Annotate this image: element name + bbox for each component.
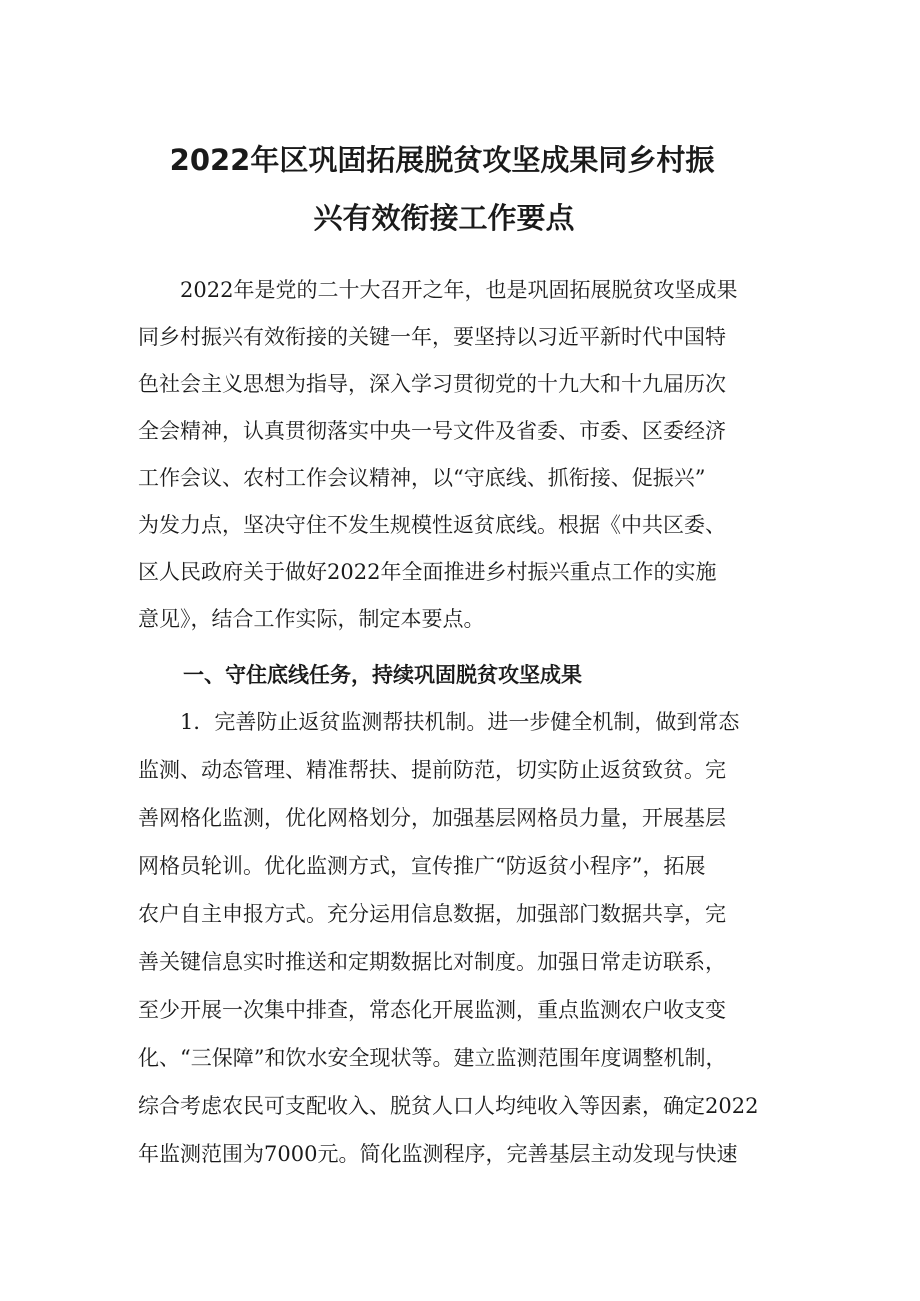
section-line: 网格员轮训。优化监测方式，宣传推广“防返贫小程序”，拓展 bbox=[138, 854, 706, 878]
section-line: 年监测范围为7000元。简化监测程序，完善基层主动发现与快速 bbox=[138, 1142, 738, 1166]
section-line: 化、“三保障”和饮水安全现状等。建立监测范围年度调整机制， bbox=[138, 1046, 727, 1070]
section-line: 善关键信息实时推送和定期数据比对制度。加强日常走访联系， bbox=[138, 950, 726, 974]
section-line: 监测、动态管理、精准帮扶、提前防范，切实防止返贫致贫。完 bbox=[138, 758, 726, 782]
intro-line: 工作会议、农村工作会议精神，以“守底线、抓衔接、促振兴” bbox=[138, 466, 706, 490]
intro-line: 2022年是党的二十大召开之年，也是巩固拓展脱贫攻坚成果 bbox=[138, 278, 738, 302]
section-line: 1．完善防止返贫监测帮扶机制。进一步健全机制，做到常态 bbox=[138, 710, 740, 734]
intro-line: 色社会主义思想为指导，深入学习贯彻党的十九大和十九届历次 bbox=[138, 372, 726, 396]
section-line: 综合考虑农民可支配收入、脱贫人口人均纯收入等因素，确定2022 bbox=[138, 1094, 759, 1118]
intro-line: 为发力点，坚决守住不发生规模性返贫底线。根据《中共区委、 bbox=[138, 513, 726, 537]
document-title-line-1: 2022年区巩固拓展脱贫攻坚成果同乡村振 bbox=[169, 143, 715, 177]
intro-line: 同乡村振兴有效衔接的关键一年，要坚持以习近平新时代中国特 bbox=[138, 325, 726, 349]
intro-line: 全会精神，认真贯彻落实中央一号文件及省委、市委、区委经济 bbox=[138, 419, 726, 443]
intro-line: 区人民政府关于做好2022年全面推进乡村振兴重点工作的实施 bbox=[138, 560, 717, 584]
section-line: 至少开展一次集中排查，常态化开展监测，重点监测农户收支变 bbox=[138, 998, 726, 1022]
section-line: 农户自主申报方式。充分运用信息数据，加强部门数据共享，完 bbox=[138, 902, 726, 926]
document-title-line-2: 兴有效衔接工作要点 bbox=[313, 201, 575, 235]
section-heading: 一、守住底线任务，持续巩固脱贫攻坚成果 bbox=[183, 663, 582, 687]
section-line: 善网格化监测，优化网格划分，加强基层网格员力量，开展基层 bbox=[138, 806, 726, 830]
intro-line: 意见》，结合工作实际，制定本要点。 bbox=[138, 607, 485, 631]
